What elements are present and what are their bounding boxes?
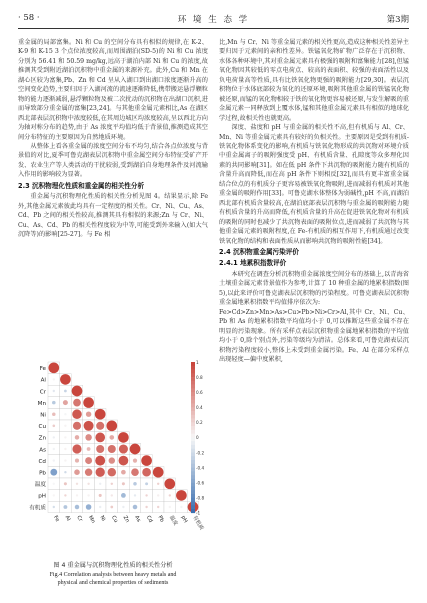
- correlation-mark: [53, 425, 56, 428]
- row-label: Cd: [38, 458, 46, 465]
- correlation-mark: [131, 468, 139, 476]
- row-label: Cr: [39, 389, 46, 396]
- correlation-mark: [121, 470, 126, 475]
- correlation-mark: [53, 378, 55, 380]
- paragraph: 深度、盐度和 pH 与重金属的相关性不高,但有机质与 Al、Cr、Mn、Ni 等重金属元素具有较好的负相关性。主要原因是受到有机质-铁氧化物体系变化的影响,有机质与铁氧化物形成的共沉物对环境介质中重金属离子的吸附强度受 pH、有机质含量、孔隙度等众多理化因素的共同影响[31]。如在低 pH 条件下共沉物的吸附能力随有机质的含量升高而降低,而在高 pH 条件下则相反[32],而具有更丰富重金属结合位点的有机质分子更容易被铁氧化物吸附,进而减弱有机质对其他重金属的吸附作用[33]。可鲁克湖水体整体为弱碱性,pH 不高,而湖泊西北部有机质含量较高,在湖泊底部表层沉积物与重金属的吸附能力随有机质含量的升高而降低,有机质含量的升高在促进铁氧化物对有机质的吸附的同时也减少了共沉物表面的吸附位点,进而减弱了共沉物与其他重金属元素的吸附程度,在 Fe-有机质的相互作用下,有机质通过改变铁氧化物的结构和表面性质从而影响共沉物的吸附性能[34]。: [219, 124, 409, 245]
- colorbar-segment: [191, 486, 195, 490]
- correlation-mark: [86, 411, 91, 416]
- correlation-mark: [84, 421, 94, 431]
- correlation-mark: [176, 490, 187, 501]
- correlation-mark: [134, 494, 136, 496]
- colorbar-segment: [191, 381, 195, 385]
- correlation-mark: [111, 483, 113, 485]
- colorbar-segment: [191, 400, 195, 404]
- correlation-mark: [73, 422, 81, 430]
- correlation-mark: [145, 506, 147, 508]
- row-label: 温度: [34, 482, 46, 489]
- correlation-mark: [119, 444, 128, 453]
- colorbar-segment: [191, 370, 195, 374]
- page-number: · 58 ·: [18, 13, 40, 23]
- correlation-mark: [99, 506, 101, 508]
- column-label: As: [133, 514, 142, 524]
- colorbar-segment: [191, 449, 195, 453]
- colorbar-segment: [191, 430, 195, 434]
- correlation-mark: [169, 494, 171, 496]
- colorbar-segment: [191, 411, 195, 415]
- colorbar-segment: [191, 437, 195, 441]
- colorbar-tick: -1: [196, 510, 201, 516]
- colorbar-segment: [191, 498, 195, 502]
- row-label: Zn: [38, 435, 46, 442]
- colorbar-segment: [191, 479, 195, 483]
- correlation-mark: [64, 494, 66, 496]
- colorbar-segment: [191, 445, 195, 449]
- correlation-mark: [96, 445, 104, 453]
- colorbar-tick: 0.8: [196, 374, 203, 380]
- column-label: Cu: [110, 514, 119, 524]
- colorbar-tick: -0.4: [196, 465, 205, 471]
- colorbar-segment: [191, 392, 195, 396]
- column-label: Cd: [144, 514, 154, 524]
- correlation-mark: [109, 435, 114, 440]
- section-heading: 2.3 沉积物理化性质和重金属的相关性分析: [18, 181, 145, 190]
- colorbar-segment: [191, 475, 195, 479]
- correlation-mark: [169, 506, 171, 508]
- row-label: Ni: [40, 412, 46, 419]
- colorbar-tick: 0: [196, 435, 199, 441]
- correlation-matrix: [18, 358, 208, 558]
- colorbar-segment: [191, 422, 195, 426]
- colorbar-segment: [191, 471, 195, 475]
- column-label: Fe: [52, 514, 61, 523]
- correlation-mark: [99, 494, 102, 497]
- correlation-mark: [53, 483, 55, 485]
- left-column: [18, 38, 208, 240]
- colorbar-segment: [191, 373, 195, 377]
- column-label: Pb: [156, 514, 165, 524]
- running-header: [18, 10, 409, 29]
- paragraph: Fe>Cd>Zn>Mn>As>Cu>Pb>Ni>Cr>Al,其中 Cr、Ni、Cu、Pb 和 As 的地累积指数平均值均小于 0,可以推断这些重金属不存在明显的污染现象。所有采样点表层沉积物重金属地累积指数的平均值均小于 0,除个别点外,污染等级均为清洁。总体来看,可鲁克湖表层沉积物污染程度较小,整体上未受到重金属污染。Fe、Al 在部分采样点出现轻度—偏中度累积,: [219, 308, 409, 363]
- correlation-mark: [53, 436, 55, 438]
- correlation-mark: [53, 494, 55, 496]
- correlation-mark: [74, 469, 80, 475]
- caption-cn: 图 4 重金属与沉积物理化性质的相关性分析: [53, 562, 173, 569]
- colorbar-segment: [191, 377, 195, 381]
- correlation-mark: [99, 483, 101, 485]
- correlation-mark: [95, 433, 105, 443]
- colorbar-tick: 0.4: [196, 405, 203, 411]
- subsection-heading: 2.4.1 地累积指数评价: [219, 259, 287, 268]
- correlation-mark: [142, 468, 151, 477]
- colorbar-segment: [191, 434, 195, 438]
- correlation-mark: [64, 425, 66, 427]
- correlation-mark: [64, 448, 66, 450]
- issue-number: 第3期: [386, 15, 409, 25]
- correlation-mark: [64, 471, 66, 473]
- colorbar-tick: 0.2: [196, 420, 203, 426]
- correlation-mark: [106, 420, 117, 431]
- correlation-mark: [87, 494, 89, 496]
- correlation-mark: [130, 444, 141, 455]
- correlation-mark: [75, 505, 79, 509]
- colorbar-segment: [191, 483, 195, 487]
- correlation-mark: [119, 456, 129, 466]
- correlation-mark: [50, 469, 57, 476]
- correlation-mark: [64, 413, 66, 415]
- correlation-mark: [157, 483, 159, 485]
- colorbar-segment: [191, 419, 195, 423]
- column-label: Cr: [75, 514, 84, 523]
- colorbar-segment: [191, 407, 195, 411]
- colorbar-tick: 0.6: [196, 389, 203, 395]
- colorbar-segment: [191, 366, 195, 370]
- colorbar-segment: [191, 385, 195, 389]
- correlation-mark: [153, 467, 164, 478]
- colorbar-segment: [191, 501, 195, 505]
- colorbar-segment: [191, 441, 195, 445]
- colorbar-segment: [191, 490, 195, 494]
- row-label: Al: [40, 377, 46, 384]
- correlation-mark: [76, 494, 78, 496]
- column-label: 有机质: [191, 514, 205, 532]
- correlation-mark: [86, 504, 92, 510]
- paragraph: 重金属与沉积物理化性质的相关性分析见图 4。结果显示,除 Fe 外,其他金属元素彼此均具有一定程度的相关性。Cr、Ni、Cu、As、Cd、Pb 之间的相关性较高,推测其具有相似的来源;Zn 与 Cr、Ni、Cu、As、Cd、Pb 的相关性程度较为中等,可能受到外来输入(如大气沉降等)的影响[25-27]。与 Fe 相: [18, 193, 208, 239]
- correlation-mark: [180, 506, 182, 508]
- correlation-mark: [95, 456, 105, 466]
- correlation-mark: [133, 458, 137, 462]
- correlation-mark: [85, 457, 92, 464]
- correlation-mark: [52, 412, 56, 416]
- correlation-mark: [83, 397, 94, 408]
- correlation-mark: [87, 447, 91, 451]
- column-label: Zn: [121, 514, 131, 524]
- column-label: pH: [179, 514, 189, 525]
- colorbar-tick: 1: [196, 359, 199, 365]
- correlation-mark: [64, 459, 66, 461]
- figure-caption: [18, 562, 208, 588]
- colorbar-segment: [191, 452, 195, 456]
- correlation-mark: [133, 505, 138, 510]
- colorbar-tick: -0.2: [196, 450, 205, 456]
- colorbar-segment: [191, 426, 195, 430]
- correlation-mark: [85, 468, 92, 475]
- column-label: Al: [63, 514, 72, 523]
- correlation-mark: [108, 445, 116, 453]
- correlation-mark: [157, 506, 159, 508]
- correlation-mark: [111, 494, 113, 496]
- paragraph: 本研究在调查分析沉积物重金属浓度空间分布的基础上,以青海省土壤重金属元素背景值作为参考,计算了 10 种重金属的地累积指数(图 5),以此来评价可鲁克湖表层沉积物的污染程度。可鲁克湖表层沉积物重金属地累积指数平均值排序依次为:: [219, 270, 409, 307]
- caption-en-1: Fig.4 Correlation analysis between heavy metals and: [49, 571, 177, 578]
- correlation-mark: [53, 448, 55, 450]
- correlation-mark: [64, 482, 67, 485]
- caption-en-2: physical and chemical properties of sediments: [57, 580, 169, 587]
- figure-4: [18, 358, 208, 558]
- correlation-mark: [122, 482, 125, 485]
- correlation-mark: [110, 506, 113, 509]
- section-heading: 2.4 沉积物重金属污染评价: [219, 247, 299, 256]
- correlation-mark: [95, 409, 106, 420]
- row-label: Pb: [39, 470, 46, 477]
- right-column: [219, 38, 409, 364]
- colorbar-segment: [191, 362, 195, 366]
- paragraph: 从整体上看各重金属的浓度空间分布不均匀,结合各点位浓度与背景值的对比,夏季可鲁克湖表层沉积物中重金属空间分布特征受矿产开发、农业生产等人类活动的干扰较弱,受到湖泊自身地理条件及河流输入作用的影响较为显著。: [18, 142, 208, 179]
- correlation-mark: [108, 468, 116, 476]
- correlation-mark: [118, 432, 129, 443]
- correlation-mark: [141, 455, 152, 466]
- correlation-mark: [63, 400, 68, 405]
- correlation-mark: [85, 434, 91, 440]
- correlation-mark: [87, 483, 89, 485]
- correlation-mark: [96, 468, 105, 477]
- correlation-mark: [48, 362, 59, 373]
- colorbar-segment: [191, 494, 195, 498]
- row-label: Fe: [39, 366, 46, 373]
- colorbar-segment: [191, 415, 195, 419]
- colorbar-segment: [191, 509, 195, 513]
- paragraph: 比,Mn 与 Cr、Ni 等重金属元素的相关性更高,造成这种相关性差异主要归因于元素间的亲和性差异。铁锰氧化物矿物广泛存在于沉积物、水体各种环境中,其对重金属元素具有极强的吸附和富集能力[28],但锰氧化物因其较低的零点电荷点、较高的表面积、较强的表面活性以及负电荷量高等性质,具有比铁氧化物更强的吸附能力[29,30]。表层沉积物位于水体底部较为氧化的还原环境,吸附其他重金属的铁锰氧化物被还原,而锰的氧化物相较于铁的氧化物更容易被还原,与发生解吸的重金属元素一同释放到上覆水体,锰和其他重金属元素具有相似的地球化学过程,故相关性也就更高。: [219, 39, 409, 122]
- correlation-mark: [64, 390, 67, 393]
- column-label: 温度: [168, 514, 179, 527]
- correlation-mark: [53, 390, 55, 392]
- correlation-mark: [75, 435, 80, 440]
- colorbar-tick: -0.8: [196, 495, 205, 501]
- row-label: 有机质: [29, 505, 46, 512]
- colorbar-segment: [191, 403, 195, 407]
- correlation-mark: [133, 482, 137, 486]
- colorbar-segment: [191, 468, 195, 472]
- colorbar-tick: -0.6: [196, 480, 205, 486]
- correlation-mark: [72, 386, 83, 397]
- correlation-mark: [52, 401, 56, 405]
- row-label: pH: [38, 493, 46, 500]
- correlation-mark: [164, 478, 175, 489]
- paragraph: 重金属的局部富集。Ni 和 Cu 的空间分布具有相似的规律,在 K-2、K-9 和 K-15 3 个点位浓度较高,而周围湖泊(SD-5)的 Ni 和 Cu 浓度分别为 56.41 和 50.59 mg/kg,远高于湖泊内部 Ni 和 Cu 的浓度,故推测其受到附近湖泊沉积物中重金属的来源补充。此外,Cu 和 Mn 在湖心区较为富集,Pb、Zn 和 Cd 呈从入湖口到出湖口浓度逐渐升高的空间变化趋势,主要归因于入湖河流的流速逐渐降低,携带搬运悬浮颗粒物的能力逐渐减弱,悬浮颗粒物及被二次扰动的沉积物在出湖口沉积,进而导致部分重金属的富集[23,24]。与其他重金属元素相比,As 在湖区西北部表层沉积物中浓度较低,在其周边城区均浓度较高,呈以西北方向为轴对称分布的趋势,由于 As 浓度平均值均低于背景值,推测造成其空间分布特征的主要原因为自然地质环境。: [18, 39, 208, 141]
- correlation-mark: [157, 494, 159, 496]
- correlation-mark: [145, 494, 147, 496]
- correlation-mark: [72, 409, 82, 419]
- row-label: As: [39, 447, 46, 454]
- colorbar-segment: [191, 464, 195, 468]
- correlation-mark: [73, 399, 81, 407]
- colorbar-segment: [191, 460, 195, 464]
- column-label: Ni: [98, 514, 107, 523]
- correlation-mark: [122, 506, 124, 508]
- correlation-mark: [96, 422, 104, 430]
- correlation-mark: [109, 457, 115, 463]
- row-label: Mn: [37, 400, 46, 407]
- journal-title: 环 境 生 态 学: [177, 15, 250, 25]
- correlation-mark: [75, 459, 79, 463]
- correlation-mark: [53, 459, 55, 461]
- correlation-mark: [121, 493, 126, 498]
- colorbar-segment: [191, 396, 195, 400]
- correlation-mark: [145, 482, 148, 485]
- correlation-mark: [76, 483, 78, 485]
- colorbar-segment: [191, 505, 195, 509]
- row-label: Cu: [38, 424, 46, 431]
- correlation-mark: [63, 505, 67, 509]
- colorbar-segment: [191, 388, 195, 392]
- correlation-mark: [64, 436, 66, 438]
- correlation-mark: [53, 506, 55, 508]
- correlation-mark: [72, 444, 81, 453]
- colorbar-segment: [191, 456, 195, 460]
- column-label: Mn: [86, 514, 96, 525]
- correlation-mark: [60, 374, 71, 385]
